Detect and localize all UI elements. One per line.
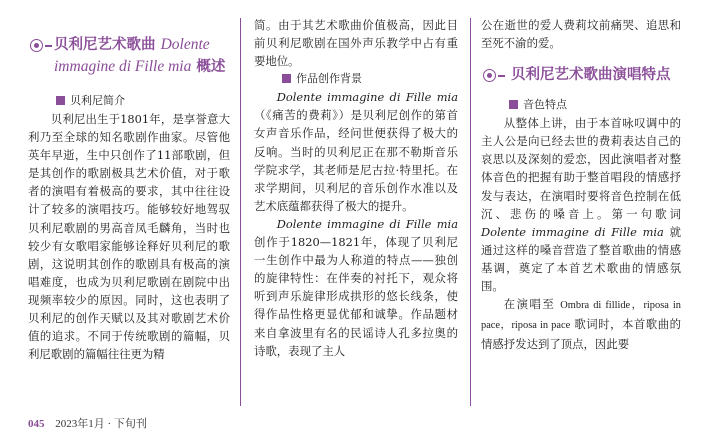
subheading-bellini-intro xyxy=(28,92,230,110)
column-2 xyxy=(254,16,458,360)
paragraph xyxy=(481,114,681,295)
section-title-text: 贝利尼艺术歌曲演唱特点 xyxy=(511,67,671,84)
column-1 xyxy=(28,34,230,363)
paragraph-text: 创作于1820—1821年，体现了贝利尼一生创作中最为人称道的特点——独创的旋律特性：在伴奏的衬托下，观众将听到声乐旋律形成拱形的悠长线条，使得作品性格更显优郁和诚挚。作品题材来自拿波里有名的民谣诗人孔多拉奥的诗歌，表现了主人 xyxy=(254,235,458,358)
subheading-text: 贝利尼简介 xyxy=(70,94,125,107)
paragraph xyxy=(481,295,681,353)
section-bullet-icon xyxy=(30,39,43,52)
subheading-creation-background xyxy=(254,70,458,88)
subheading-timbre xyxy=(481,96,681,114)
page-footer xyxy=(28,415,147,431)
paragraph xyxy=(254,215,458,360)
section-title-overview xyxy=(28,34,230,78)
paragraph-text: （《痛苦的费莉》）是贝利尼创作的第首女声音乐作品，经问世便获得了极大的反响。当时的贝利尼正在那不勒斯音乐学院求学，其老师是尼古拉·特里托。在求学期间，贝利尼的音乐创作水准以及艺术底蕴都获得了极大的提升。 xyxy=(254,108,458,213)
italic-title: Dolente immagine di Fille mia xyxy=(276,90,458,105)
column-divider xyxy=(240,18,241,406)
lyric-quote: Ombra di fillide，riposa in pace，riposa in pace xyxy=(481,300,681,332)
paragraph-continued: 简。由于其艺术歌曲价值极高，因此目前贝利尼歌剧在国外声乐教学中占有重要地位。 xyxy=(254,18,458,69)
column-divider xyxy=(470,18,471,406)
paragraph-text: 从整体上讲，由于本首咏叹调中的主人公是向已经去世的费莉表达自己的哀思以及深刻的爱恋，因此演唱者对整体音色的把握有助于整首唱段的情感抒发与表达，在演唱时要将音色控制在低沉、悲伤的嗓音上。第一句歌词 xyxy=(481,116,681,221)
square-bullet-icon xyxy=(56,96,65,105)
paragraph-text: 就通过这样的嗓音营造了整首歌曲的情感基调，奠定了本首艺术歌曲的情感氛围。 xyxy=(481,224,681,294)
paragraph-continued: 公在逝世的爱人费莉坟前痛哭、追思和至死不渝的爱。 xyxy=(481,18,681,51)
paragraph xyxy=(254,88,458,215)
paragraph-text: 歌词时，本首歌曲的情感抒发达到了顶点，因此要 xyxy=(481,317,681,352)
page-number: 045 xyxy=(28,418,45,430)
section-bullet-icon xyxy=(483,69,496,82)
section-title-cn: 贝利尼艺术歌曲 xyxy=(54,37,156,53)
section-title-italic: Dolente immagine di Fille mia xyxy=(54,36,210,75)
italic-title: Dolente immagine di Fille mia xyxy=(481,224,664,239)
square-bullet-icon xyxy=(509,100,518,109)
square-bullet-icon xyxy=(282,74,291,83)
column-3 xyxy=(481,16,681,353)
paragraph-text: 在演唱至 xyxy=(503,297,556,312)
issue-info: 2023年1月 · 下旬刊 xyxy=(55,418,147,430)
paragraph: 贝利尼出生于1801年，是享誉意大利乃至全球的知名歌剧作曲家。尽管他英年早逝，生中只创作了11部歌剧，但是其创作的歌剧极具艺术价值，对于歌者的演唱有着极高的要求，其中往往设计了较多的演唱技巧。能够较好地驾驭贝利尼歌剧的男高音凤毛麟角，当时也较少有女歌唱家能够诠释好贝利尼的歌剧，这说明其创作的歌剧具有极高的演唱难度，也成为贝利尼歌剧在剧院中出现频率较少的原因。同时，这也表明了贝利尼的创作天赋以及其对歌剧艺术价值的追求。不同于传统歌剧的篇幅，贝利尼歌剧的篇幅往往更为精 xyxy=(28,112,230,362)
subheading-text: 音色特点 xyxy=(523,98,567,112)
section-title-singing xyxy=(481,64,681,86)
section-title-tail: 概述 xyxy=(196,59,226,75)
subheading-text: 作品创作背景 xyxy=(296,72,362,86)
italic-title: Dolente immagine di Fille mia xyxy=(276,216,458,231)
